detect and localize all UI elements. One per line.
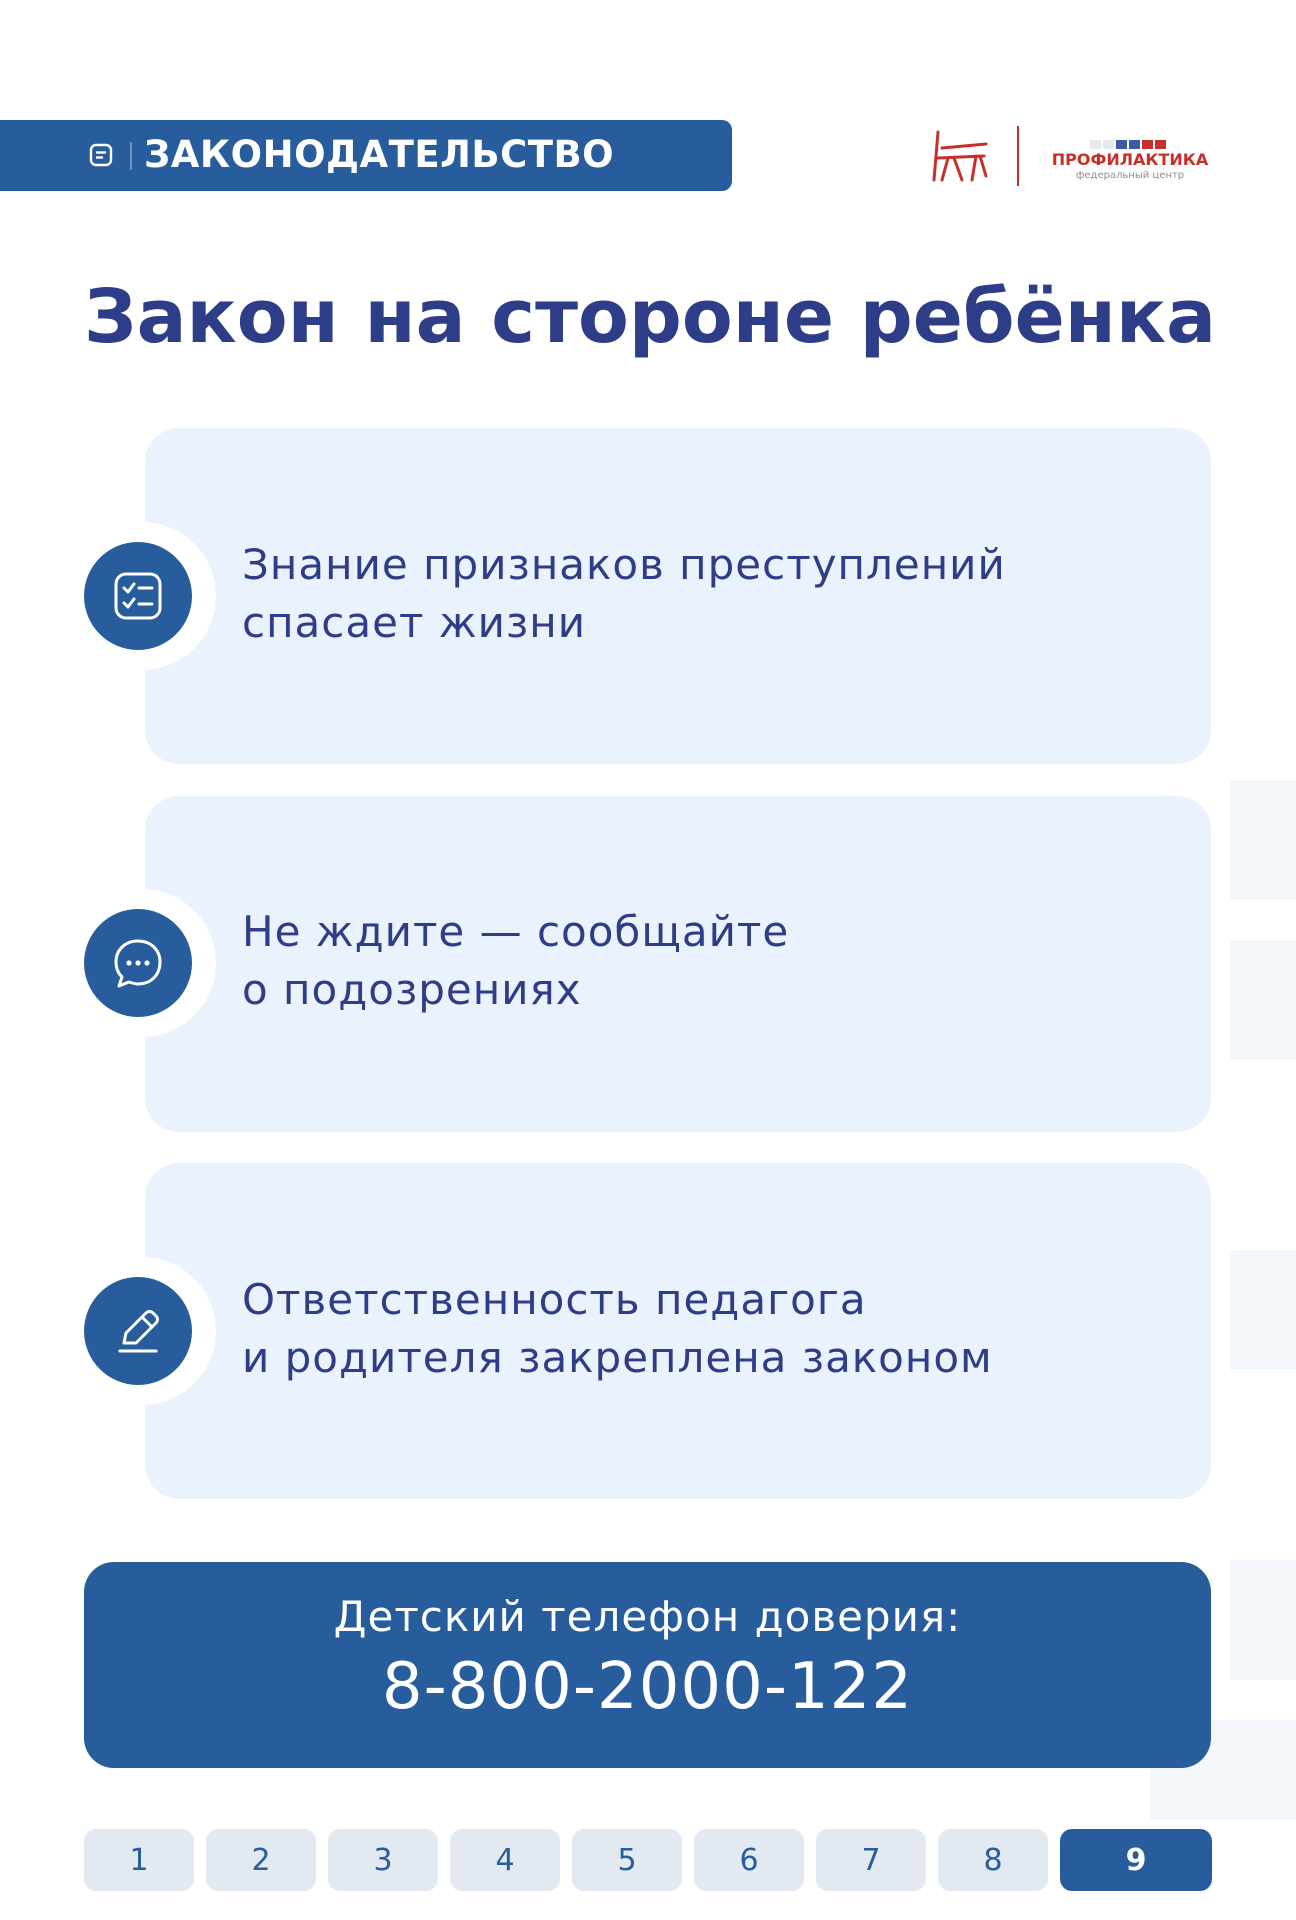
document-icon [88,142,114,168]
card-text: Знание признаков преступлений спасает жизни [242,540,1006,647]
page-button-6[interactable]: 6 [694,1829,804,1891]
hotline-banner [84,1562,1211,1768]
logo-divider [1017,126,1019,186]
hotline-number[interactable]: 8-800-2000-122 [381,1650,914,1724]
chair-logo-icon [928,128,992,184]
page-button-3[interactable]: 3 [328,1829,438,1891]
page-button-2[interactable]: 2 [206,1829,316,1891]
page-button-1[interactable]: 1 [84,1829,194,1891]
page-button-4[interactable]: 4 [450,1829,560,1891]
chat-bubble-icon [84,909,192,1017]
hotline-label: Детский телефон доверия: [333,1592,962,1641]
section-header-bar [0,120,732,191]
page-title: Закон на стороне ребёнка [84,274,1217,360]
decorative-square [1230,1250,1296,1370]
card-text: Ответственность педагога и родителя закреплена законом [242,1275,993,1382]
page-button-7[interactable]: 7 [816,1829,926,1891]
decorative-square [1230,1560,1296,1680]
page-button-8[interactable]: 8 [938,1829,1048,1891]
decorative-square [1230,940,1296,1060]
section-title: ЗАКОНОДАТЕЛЬСТВО [144,133,615,176]
decorative-square [1230,780,1296,900]
card-text: Не ждите — сообщайте о подозрениях [242,907,790,1014]
page-button-5[interactable]: 5 [572,1829,682,1891]
pencil-icon [84,1277,192,1385]
checklist-icon [84,542,192,650]
logo-subtitle: федеральный центр [1075,170,1185,181]
logo-name: ПРОФИЛАКТИКА [1051,150,1209,169]
page-button-9-current[interactable]: 9 [1060,1829,1212,1891]
header-separator [130,142,132,170]
